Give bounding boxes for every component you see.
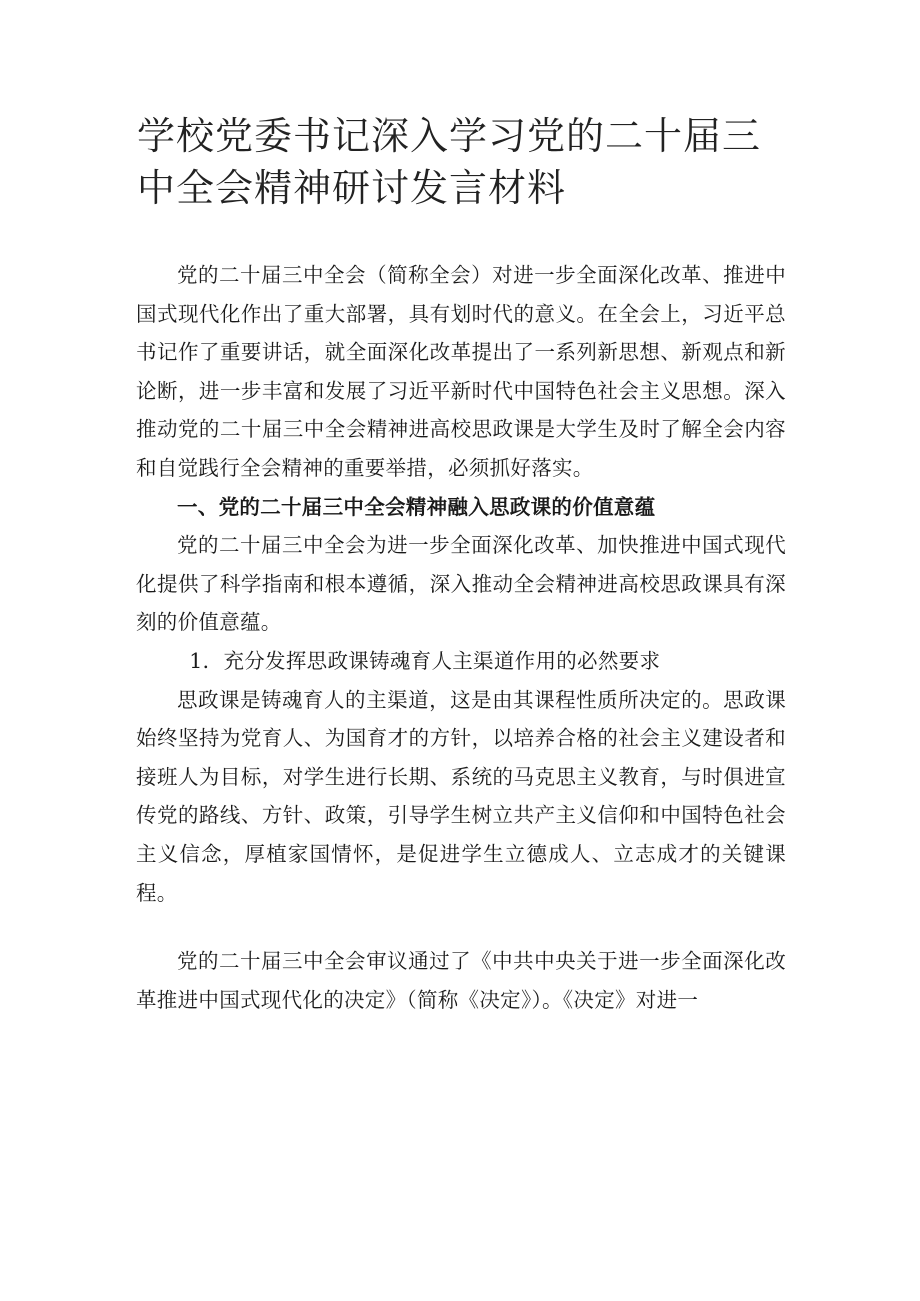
document-title: 学校党委书记深入学习党的二十届三中全会精神研讨发言材料 (137, 114, 762, 210)
section-heading-1: 一、党的二十届三中全会精神融入思政课的价值意蕴 (177, 494, 656, 519)
paragraph-intro: 党的二十届三中全会（简称全会）对进一步全面深化改革、推进中国式现代化作出了重大部署，具有划时代的意义。在全会上，习近平总书记作了重要讲话，就全面深化改革提出了一系列新思想、新观点和新论断，进一步丰富和发展了习近平新时代中国特色社会主义思想。深入推动党的二十届三中全会精神进高校思政课是大学生及时了解全会内容和自觉践行全会精神的重要举措，必须抓好落实。 (136, 263, 786, 480)
paragraph-subsection-1: 思政课是铸魂育人的主渠道，这是由其课程性质所决定的。思政课始终坚持为党育人、为国育才的方针，以培养合格的社会主义建设者和接班人为目标，对学生进行长期、系统的马克思主义教育，与时俱进宣传党的路线、方针、政策，引导学生树立共产主义信仰和中国特色社会主义信念，厚植家国情怀，是促进学生立德成人、立志成才的关键课程。 (136, 687, 786, 905)
paragraph-section-1: 党的二十届三中全会为进一步全面深化改革、加快推进中国式现代化提供了科学指南和根本遵循，深入推动全会精神进高校思政课具有深刻的价值意蕴。 (136, 533, 786, 635)
paragraph-decision: 党的二十届三中全会审议通过了《中共中央关于进一步全面深化改革推进中国式现代化的决定》（简称《决定》）。《决定》对进一 (136, 949, 786, 1012)
paragraph-spacer (136, 912, 786, 942)
document-body (136, 256, 786, 1019)
subsection-heading-1: 1．充分发挥思政课铸魂育人主渠道作用的必然要求 (189, 648, 661, 673)
